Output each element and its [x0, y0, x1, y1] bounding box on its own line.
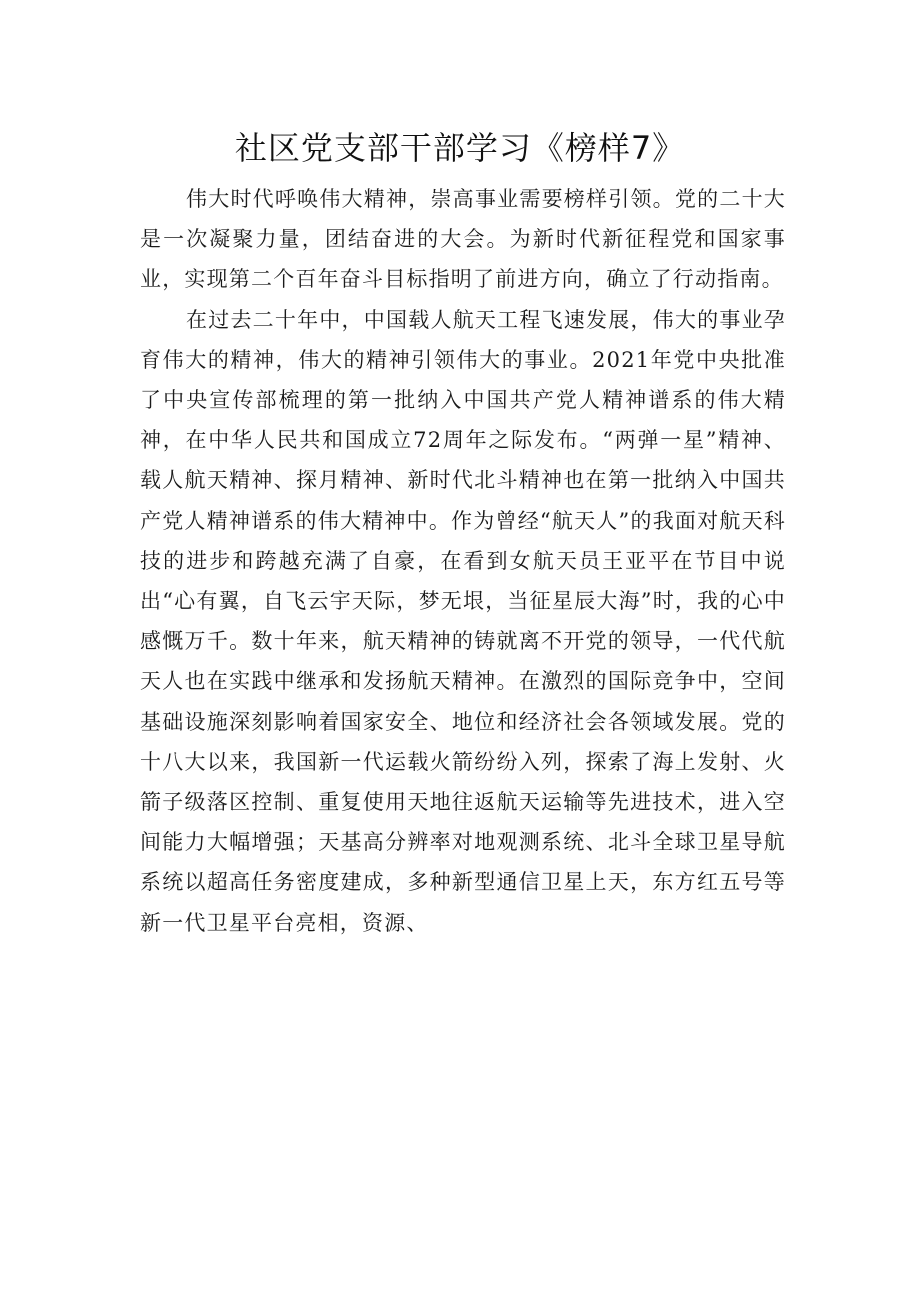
paragraph-2: 在过去二十年中，中国载人航天工程飞速发展，伟大的事业孕育伟大的精神，伟大的精神引领伟大的事业。2021年党中央批准了中央宣传部梳理的第一批纳入中国共产党人精神谱系的伟大精神，在中华人民共和国成立72周年之际发布。“两弹一星”精神、载人航天精神、探月精神、新时代北斗精神也在第一批纳入中国共产党人精神谱系的伟大精神中。作为曾经“航天人”的我面对航天科技的进步和跨越充满了自豪，在看到女航天员王亚平在节目中说出“心有翼，自飞云宇天际，梦无垠，当征星辰大海”时，我的心中感慨万千。数十年来，航天精神的铸就离不开党的领导，一代代航天人也在实践中继承和发扬航天精神。在激烈的国际竞争中，空间基础设施深刻影响着国家安全、地位和经济社会各领域发展。党的十八大以来，我国新一代运载火箭纷纷入列，探索了海上发射、火箭子级落区控制、重复使用天地往返航天运输等先进技术，进入空间能力大幅增强；天基高分辨率对地观测系统、北斗全球卫星导航系统以超高任务密度建成，多种新型通信卫星上天，东方红五号等新一代卫星平台亮相，资源、 — [140, 307, 786, 935]
paragraph-1: 伟大时代呼唤伟大精神，崇高事业需要榜样引领。党的二十大是一次凝聚力量，团结奋进的大会。为新时代新征程党和国家事业，实现第二个百年奋斗目标指明了前进方向，确立了行动指南。 — [140, 187, 786, 292]
document-title: 社区党支部干部学习《榜样7》 — [234, 129, 686, 167]
document-body — [140, 179, 786, 943]
